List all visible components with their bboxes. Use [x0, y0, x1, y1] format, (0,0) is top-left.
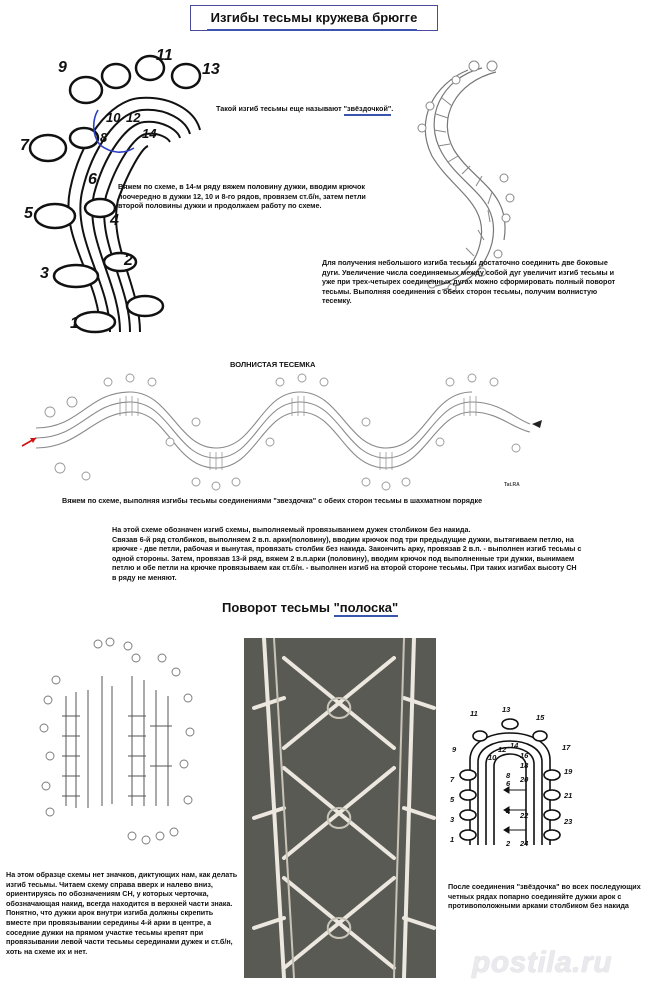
diagram1-num-10: 10 [106, 110, 121, 125]
diagram2-num-8: 8 [506, 771, 511, 780]
small-curve-note: Для получения небольшого изгиба тесьмы достаточно соединить две боковые дуги. Увеличение числа соединяемых между собой дуг увеличит изгиб тесьмы и уже при трех-четырех соединенных дугах можно сформировать полный поворот тесьмы. Выполняя соединения с обеих сторон тесьмы, получим волнистую тесемку. [322, 258, 616, 306]
strip-crochet-chart [36, 636, 206, 846]
diagram2-num-5: 5 [450, 795, 455, 804]
page-title: Изгибы тесьмы кружева брюгге [190, 5, 438, 31]
diagram2-num-22: 22 [520, 811, 529, 820]
star-note: Такой изгиб тесьмы еще называют "звёздочкой". [216, 104, 416, 116]
title-underline [207, 29, 417, 31]
diagram2-num-15: 15 [536, 713, 545, 722]
diagram2-num-10: 10 [488, 753, 497, 762]
diagram1-num-8: 8 [100, 130, 108, 145]
diagram2-num-19: 19 [564, 767, 573, 776]
diagram1-num-11: 11 [156, 47, 173, 64]
diagram1-num-4: 4 [110, 212, 119, 229]
wavy-credit: Tat.RA [504, 482, 520, 488]
diagram1-num-14: 14 [142, 126, 157, 141]
diagram2-num-7: 7 [450, 775, 455, 784]
diagram1-num-13: 13 [202, 61, 220, 78]
diagram2-num-1: 1 [450, 835, 455, 844]
strip-right-note: После соединения "звёздочка" во всех последующих четных рядах попарно соединяйте дужки арок с противоположными арками столбиком без накида [448, 882, 641, 911]
wavy-ribbon-diagram [20, 372, 550, 490]
strip-heading: Поворот тесьмы "полоска" [222, 600, 399, 615]
diagram2-num-17: 17 [562, 743, 571, 752]
diagram2-num-12: 12 [498, 745, 507, 754]
diagram2-num-2: 2 [506, 839, 511, 848]
diagram1-num-12: 12 [126, 110, 141, 125]
diagram2-num-13: 13 [502, 705, 511, 714]
diagram2-num-9: 9 [452, 745, 457, 754]
diagram1-num-2: 2 [124, 252, 133, 269]
lace-photo [244, 638, 436, 978]
wavy-explanation: На этой схеме обозначен изгиб схемы, выполняемый провязыванием дужек столбиком без накида. Связав 6-й ряд столбиков, выполняем 2 в.п. арки(половину), вводим крючок под три предыдущие дужки, вытягиваем петлю, на крючке - две петли, рабочая и вынутая, провязать столбик без накида. Закончить арку, провязав 2 в.п. - выполнен изгиб тесьмы с одной стороны. Затем, провязав 13-й ряд, вяжем 2 в.п.арки (половину), вводим крючок под выполненные три дужки, вынимаем петлю и обе петли на крючке провязываем как ст.б/н. - выполнен изгиб на второй стороне тесьмы. При таких изгибах высоту СН в ряду не меняют. [112, 525, 582, 582]
end-arrow-head [532, 420, 542, 428]
diagram2-num-14: 14 [510, 741, 519, 750]
strip-left-note: На этом образце схемы нет значков, диктующих нам, как делать изгиб тесьмы. Читаем схему справа вверх и налево вниз, ориентируясь по обозначениям СН, у которых черточка, обозначающая накид, всегда находится в верхней части знака. Понятно, что дужки арок внутри изгиба должны скрепить вместе при провязывании середины 4-й арки в центре, а соседние дужки на прямом участке тесьмы крепят при провязывании левой части тесьмы серединами дужек и ст.б/н, хоть на схеме их и нет. [6, 870, 238, 956]
postila-watermark: postila.ru [472, 946, 613, 979]
diagram2-num-3: 3 [450, 815, 455, 824]
wavy-title: ВОЛНИСТАЯ ТЕСЕМКА [230, 360, 316, 369]
diagram2-num-24: 24 [520, 839, 529, 848]
diagram2-num-4: 4 [506, 807, 511, 816]
diagram1-num-5: 5 [24, 205, 33, 222]
diagram1-num-7: 7 [20, 137, 29, 154]
wavy-caption: Вяжем по схеме, выполняя изгибы тесьмы соединениями "звездочка" с обеих сторон тесьмы в шахматном порядке [62, 496, 483, 505]
diagram2-num-18: 18 [520, 761, 529, 770]
diagram1-num-1: 1 [70, 315, 79, 332]
diagram1-num-6: 6 [88, 171, 97, 188]
diagram1-num-3: 3 [40, 265, 49, 282]
diagram2-num-11: 11 [470, 709, 478, 718]
diagram1-num-9: 9 [58, 59, 67, 76]
diagram2-num-23: 23 [564, 817, 573, 826]
diagram2-num-16: 16 [520, 751, 529, 760]
turn-arc-diagram [440, 700, 580, 850]
diagram2-num-21: 21 [564, 791, 573, 800]
diagram1-note: Вяжем по схеме, в 14-м ряду вяжем половину дужки, вводим крючок поочередно в дужки 12, 10 и 8-го рядов, провязем ст.б/н, затем петли второй половины дужки и продолжаем работу по схеме. [118, 182, 366, 211]
diagram2-num-20: 20 [520, 775, 529, 784]
diagram2-num-6: 6 [506, 779, 511, 788]
